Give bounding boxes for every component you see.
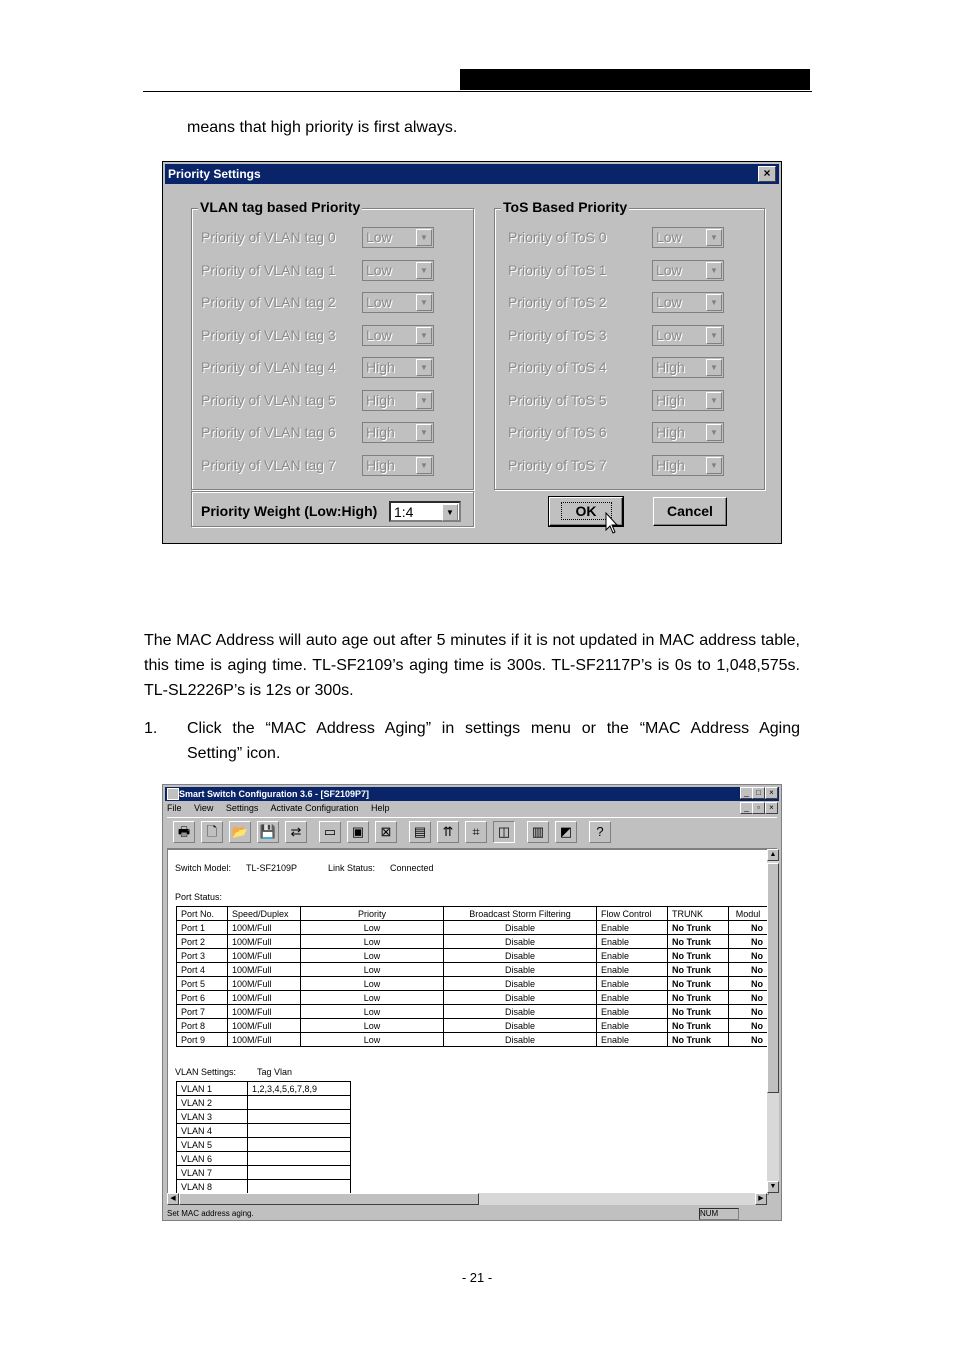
table-cell: No Trunk bbox=[668, 1033, 729, 1047]
table-cell: Enable bbox=[597, 1005, 668, 1019]
tos-priority-select-5[interactable] bbox=[652, 390, 724, 411]
table-cell: 100M/Full bbox=[228, 1005, 301, 1019]
vlan-group-title: VLAN tag based Priority bbox=[200, 199, 361, 215]
vlan-tag-priority-value-2: Low bbox=[366, 294, 392, 310]
table-row[interactable] bbox=[177, 935, 768, 949]
doc-minimize-icon[interactable]: _ bbox=[740, 802, 753, 814]
connect-icon[interactable]: 🖶 bbox=[173, 821, 195, 843]
hscroll-thumb[interactable] bbox=[179, 1193, 479, 1205]
tos-priority-label-5: Priority of ToS 5 bbox=[508, 391, 607, 408]
port-status-table bbox=[176, 906, 768, 1047]
scroll-up-icon[interactable]: ▲ bbox=[767, 849, 779, 861]
table-row[interactable] bbox=[177, 1180, 351, 1194]
new-file-icon[interactable]: 🗋 bbox=[201, 821, 223, 843]
priority-weight-select[interactable] bbox=[389, 501, 461, 522]
table-cell: Low bbox=[301, 991, 444, 1005]
table-row[interactable] bbox=[177, 1110, 351, 1124]
tos-priority-select-1[interactable] bbox=[652, 260, 724, 281]
table-cell: No bbox=[729, 949, 768, 963]
table-cell: Low bbox=[301, 935, 444, 949]
table-cell: Disable bbox=[444, 1019, 597, 1033]
table-row[interactable] bbox=[177, 1166, 351, 1180]
table-row[interactable] bbox=[177, 921, 768, 935]
table-cell: Low bbox=[301, 963, 444, 977]
tos-priority-select-3[interactable] bbox=[652, 325, 724, 346]
vlan-tag-priority-value-3: Low bbox=[366, 326, 392, 343]
vlan-tag-priority-value-0: Low bbox=[366, 229, 392, 245]
table-cell: Disable bbox=[444, 977, 597, 991]
window-title-text: Smart Switch Configuration 3.6 - [SF2109P7] bbox=[179, 789, 370, 799]
menu-settings[interactable]: Settings bbox=[225, 803, 259, 813]
doc-restore-icon[interactable]: ▫ bbox=[752, 802, 765, 814]
tos-priority-select-0[interactable] bbox=[652, 227, 724, 248]
port-table-header bbox=[177, 907, 768, 921]
tos-priority-value-4: High bbox=[656, 359, 685, 375]
chevron-down-icon[interactable]: ▼ bbox=[416, 294, 432, 311]
vlan-tag-priority-label-4: Priority of VLAN tag 4 bbox=[201, 359, 336, 375]
vlan-settings-label: VLAN Settings: bbox=[175, 1067, 237, 1077]
tos-priority-label-3: Priority of ToS 3 bbox=[508, 326, 607, 343]
vlan-tag-priority-value-7: High bbox=[366, 456, 395, 473]
table-cell: 100M/Full bbox=[228, 1019, 301, 1033]
table-cell: No Trunk bbox=[668, 1005, 729, 1019]
vlan-setting-icon[interactable]: ⊠ bbox=[375, 821, 397, 843]
table-cell bbox=[248, 1138, 351, 1152]
port-setting-icon[interactable]: ▭ bbox=[319, 821, 341, 843]
table-cell: 100M/Full bbox=[228, 921, 301, 935]
vlan-table bbox=[176, 1081, 351, 1194]
port-header-cell: Modul bbox=[729, 907, 768, 921]
priority-settings-dialog bbox=[162, 161, 782, 544]
chevron-down-icon[interactable]: ▼ bbox=[416, 457, 432, 474]
step-line2: Setting” icon. bbox=[187, 745, 281, 762]
switch-model-label: Switch Model: bbox=[175, 863, 232, 873]
table-cell bbox=[248, 1180, 351, 1194]
window-title-bar bbox=[165, 787, 779, 801]
header-rule bbox=[143, 91, 812, 92]
table-cell: No bbox=[729, 935, 768, 949]
close-icon[interactable]: × bbox=[758, 166, 776, 182]
vlan-tag-priority-label-1: Priority of VLAN tag 1 bbox=[201, 261, 336, 278]
vlan-tag-priority-label-6: Priority of VLAN tag 6 bbox=[201, 424, 336, 440]
chevron-down-icon[interactable]: ▼ bbox=[706, 392, 722, 409]
mac-aging-paragraph-line1 bbox=[144, 628, 800, 703]
mac-aging-paragraph: The MAC Address will auto age out after 5 minutes if it is not updated in MAC address table, this time is aging time. TL-SF2109’s aging time is 300s. TL-SF2117P’s is 0s to 1,048,575s. TL-SL2226P’s is 12s or 300s. bbox=[144, 632, 800, 699]
vlan-tag-priority-label-0: Priority of VLAN tag 0 bbox=[201, 229, 336, 245]
table-cell: Port 4 bbox=[177, 963, 228, 977]
tos-priority-value-5: High bbox=[656, 391, 685, 408]
help-icon[interactable]: ? bbox=[589, 821, 611, 843]
scroll-thumb[interactable] bbox=[767, 863, 779, 1093]
tos-group-title: ToS Based Priority bbox=[503, 199, 628, 215]
tos-priority-label-6: Priority of ToS 6 bbox=[508, 424, 607, 440]
table-cell: 1,2,3,4,5,6,7,8,9 bbox=[248, 1082, 351, 1096]
table-cell: Enable bbox=[597, 949, 668, 963]
table-cell: 100M/Full bbox=[228, 963, 301, 977]
tos-priority-label-0: Priority of ToS 0 bbox=[508, 229, 607, 245]
tos-priority-select-6[interactable] bbox=[652, 422, 724, 443]
intro-text: means that high priority is first always. bbox=[187, 119, 458, 136]
table-cell: VLAN 5 bbox=[177, 1138, 248, 1152]
table-cell: Enable bbox=[597, 991, 668, 1005]
chevron-down-icon[interactable]: ▼ bbox=[706, 359, 722, 376]
cancel-button[interactable] bbox=[653, 497, 727, 526]
step-number: 1. bbox=[144, 720, 158, 737]
switch-model-value: TL-SF2109P bbox=[246, 863, 298, 873]
tos-priority-group bbox=[494, 199, 765, 490]
num-indicator: NUM bbox=[699, 1208, 739, 1220]
mirror-icon[interactable]: ⌗ bbox=[465, 821, 487, 843]
scroll-left-icon[interactable]: ◀ bbox=[167, 1193, 179, 1205]
vlan-tag-priority-select-3[interactable] bbox=[362, 325, 434, 346]
storm-filter-icon[interactable]: ▥ bbox=[527, 821, 549, 843]
table-cell: 100M/Full bbox=[228, 1033, 301, 1047]
mouse-cursor-icon bbox=[605, 512, 619, 536]
priority-weight-value: 1:4 bbox=[394, 504, 414, 520]
vlan-tag-priority-select-2[interactable] bbox=[362, 292, 434, 313]
step-line1: Click the “MAC Address Aging” in settings menu or the “MAC Address Aging bbox=[187, 720, 800, 737]
port-status-label: Port Status: bbox=[175, 892, 223, 902]
table-cell: No bbox=[729, 921, 768, 935]
table-cell: Enable bbox=[597, 921, 668, 935]
chevron-down-icon[interactable]: ▼ bbox=[416, 424, 432, 441]
doc-close-icon[interactable]: × bbox=[765, 802, 778, 814]
table-cell: Enable bbox=[597, 963, 668, 977]
status-text: Set MAC address aging. bbox=[167, 1209, 254, 1218]
table-cell: Low bbox=[301, 949, 444, 963]
table-row[interactable] bbox=[177, 1096, 351, 1110]
export-icon[interactable]: ⇄ bbox=[285, 821, 307, 843]
vlan-tag-priority-label-7: Priority of VLAN tag 7 bbox=[201, 456, 336, 473]
scroll-right-icon[interactable]: ▶ bbox=[755, 1193, 767, 1205]
vlan-tag-priority-value-1: Low bbox=[366, 261, 392, 278]
table-cell: Port 6 bbox=[177, 991, 228, 1005]
table-cell: Low bbox=[301, 977, 444, 991]
table-cell: Disable bbox=[444, 949, 597, 963]
table-cell: Disable bbox=[444, 921, 597, 935]
table-row[interactable] bbox=[177, 1019, 768, 1033]
vlan-tag-priority-label-5: Priority of VLAN tag 5 bbox=[201, 391, 336, 408]
table-cell: No Trunk bbox=[668, 991, 729, 1005]
close-icon[interactable]: × bbox=[765, 787, 778, 799]
table-row[interactable] bbox=[177, 1138, 351, 1152]
vlan-tag-priority-select-1[interactable] bbox=[362, 260, 434, 281]
statistics-icon[interactable]: ▤ bbox=[409, 821, 431, 843]
table-cell: No Trunk bbox=[668, 935, 729, 949]
table-cell: No Trunk bbox=[668, 977, 729, 991]
chevron-down-icon[interactable]: ▼ bbox=[706, 294, 722, 311]
chevron-down-icon[interactable]: ▼ bbox=[416, 359, 432, 376]
table-cell bbox=[248, 1096, 351, 1110]
tos-priority-value-0: Low bbox=[656, 229, 682, 245]
table-cell: No Trunk bbox=[668, 963, 729, 977]
tos-priority-value-1: Low bbox=[656, 261, 682, 278]
app-icon bbox=[167, 788, 179, 800]
table-cell: 100M/Full bbox=[228, 977, 301, 991]
table-cell: VLAN 7 bbox=[177, 1166, 248, 1180]
main-view bbox=[167, 849, 769, 1195]
table-cell: Low bbox=[301, 921, 444, 935]
table-cell: Port 3 bbox=[177, 949, 228, 963]
chevron-down-icon[interactable]: ▼ bbox=[416, 392, 432, 409]
mac-aging-setting-icon[interactable]: ◫ bbox=[493, 821, 515, 843]
priority-icon[interactable]: ⇈ bbox=[437, 821, 459, 843]
table-cell: Disable bbox=[444, 1033, 597, 1047]
table-cell bbox=[248, 1110, 351, 1124]
priority-weight-group bbox=[191, 491, 474, 527]
menu-bar bbox=[167, 802, 400, 815]
chevron-down-icon[interactable]: ▼ bbox=[706, 262, 722, 279]
port-header-cell: Broadcast Storm Filtering bbox=[444, 907, 597, 921]
table-cell: Low bbox=[301, 1033, 444, 1047]
table-cell: No bbox=[729, 1033, 768, 1047]
status-bar bbox=[165, 1207, 779, 1220]
cancel-button-label: Cancel bbox=[667, 503, 713, 519]
minimize-icon[interactable]: _ bbox=[740, 787, 753, 799]
tos-priority-value-6: High bbox=[656, 424, 685, 440]
table-cell: No Trunk bbox=[668, 921, 729, 935]
table-row[interactable] bbox=[177, 1152, 351, 1166]
ok-button-label: OK bbox=[561, 502, 612, 520]
vlan-mode-value: Tag Vlan bbox=[257, 1067, 293, 1077]
priority-weight-label: Priority Weight (Low:High) bbox=[201, 503, 378, 519]
table-cell: Enable bbox=[597, 1033, 668, 1047]
menu-activate-configuration[interactable]: Activate Configuration bbox=[270, 803, 359, 813]
link-status-value: Connected bbox=[390, 863, 434, 873]
table-cell: Port 7 bbox=[177, 1005, 228, 1019]
table-cell: VLAN 8 bbox=[177, 1180, 248, 1194]
horizontal-scrollbar[interactable] bbox=[167, 1193, 767, 1205]
table-cell: Disable bbox=[444, 1005, 597, 1019]
tos-priority-select-7[interactable] bbox=[652, 455, 724, 476]
table-cell: VLAN 3 bbox=[177, 1110, 248, 1124]
tos-priority-label-2: Priority of ToS 2 bbox=[508, 294, 607, 310]
menu-help[interactable]: Help bbox=[371, 803, 390, 813]
chevron-down-icon[interactable]: ▼ bbox=[706, 229, 722, 246]
chevron-down-icon[interactable]: ▼ bbox=[706, 457, 722, 474]
tos-priority-select-2[interactable] bbox=[652, 292, 724, 313]
table-row[interactable] bbox=[177, 1033, 768, 1047]
tos-priority-value-2: Low bbox=[656, 294, 682, 310]
vlan-tag-priority-value-6: High bbox=[366, 424, 395, 440]
vertical-scrollbar[interactable] bbox=[767, 849, 779, 1193]
trunk-setting-icon[interactable]: ▣ bbox=[347, 821, 369, 843]
tos-priority-label-1: Priority of ToS 1 bbox=[508, 261, 607, 278]
tos-priority-select-4[interactable] bbox=[652, 357, 724, 378]
chevron-down-icon[interactable]: ▼ bbox=[416, 262, 432, 279]
vlan-tag-priority-select-5[interactable] bbox=[362, 390, 434, 411]
table-cell: VLAN 1 bbox=[177, 1082, 248, 1096]
table-cell: No bbox=[729, 1019, 768, 1033]
table-row[interactable] bbox=[177, 991, 768, 1005]
vlan-tag-priority-select-6[interactable] bbox=[362, 422, 434, 443]
dialog-title-text: Priority Settings bbox=[168, 167, 261, 181]
table-cell: Enable bbox=[597, 935, 668, 949]
table-row[interactable] bbox=[177, 977, 768, 991]
table-cell: VLAN 2 bbox=[177, 1096, 248, 1110]
table-cell bbox=[248, 1124, 351, 1138]
table-row[interactable] bbox=[177, 1082, 351, 1096]
port-header-cell: Speed/Duplex bbox=[228, 907, 301, 921]
password-icon[interactable]: ◩ bbox=[555, 821, 577, 843]
open-folder-icon[interactable]: 📂 bbox=[229, 821, 251, 843]
vlan-priority-group bbox=[191, 199, 474, 490]
header-bar bbox=[460, 69, 810, 90]
tos-priority-label-7: Priority of ToS 7 bbox=[508, 456, 607, 473]
table-cell: No Trunk bbox=[668, 949, 729, 963]
table-cell: Port 8 bbox=[177, 1019, 228, 1033]
chevron-down-icon[interactable]: ▼ bbox=[416, 229, 432, 246]
table-cell: Low bbox=[301, 1005, 444, 1019]
table-cell: Disable bbox=[444, 963, 597, 977]
table-row[interactable] bbox=[177, 949, 768, 963]
table-cell: No bbox=[729, 1005, 768, 1019]
smart-switch-window bbox=[162, 784, 782, 1221]
table-cell: VLAN 6 bbox=[177, 1152, 248, 1166]
table-cell: No Trunk bbox=[668, 1019, 729, 1033]
table-row[interactable] bbox=[177, 1005, 768, 1019]
port-header-cell: TRUNK bbox=[668, 907, 729, 921]
table-cell: VLAN 4 bbox=[177, 1124, 248, 1138]
port-header-cell: Flow Control bbox=[597, 907, 668, 921]
table-cell: Port 2 bbox=[177, 935, 228, 949]
chevron-down-icon[interactable]: ▼ bbox=[706, 327, 722, 344]
vlan-tag-priority-value-5: High bbox=[366, 391, 395, 408]
table-row[interactable] bbox=[177, 1124, 351, 1138]
table-cell bbox=[248, 1166, 351, 1180]
chevron-down-icon[interactable]: ▼ bbox=[442, 504, 458, 521]
tos-priority-value-3: Low bbox=[656, 326, 682, 343]
menu-view[interactable]: View bbox=[194, 803, 214, 813]
tos-priority-value-7: High bbox=[656, 456, 685, 473]
vlan-tag-priority-select-7[interactable] bbox=[362, 455, 434, 476]
table-cell: Enable bbox=[597, 1019, 668, 1033]
table-cell: Low bbox=[301, 1019, 444, 1033]
table-cell: 100M/Full bbox=[228, 991, 301, 1005]
table-cell: Port 5 bbox=[177, 977, 228, 991]
table-cell: No bbox=[729, 991, 768, 1005]
port-header-cell: Port No. bbox=[177, 907, 228, 921]
table-cell: Disable bbox=[444, 935, 597, 949]
toolbar bbox=[167, 817, 777, 849]
table-cell bbox=[248, 1152, 351, 1166]
vlan-tag-priority-select-4[interactable] bbox=[362, 357, 434, 378]
vlan-tag-priority-value-4: High bbox=[366, 359, 395, 375]
table-cell: Port 1 bbox=[177, 921, 228, 935]
table-cell: 100M/Full bbox=[228, 949, 301, 963]
vlan-tag-priority-label-2: Priority of VLAN tag 2 bbox=[201, 294, 336, 310]
save-icon[interactable]: 💾 bbox=[257, 821, 279, 843]
link-status-label: Link Status: bbox=[328, 863, 376, 873]
chevron-down-icon[interactable]: ▼ bbox=[416, 327, 432, 344]
vlan-tag-priority-label-3: Priority of VLAN tag 3 bbox=[201, 326, 336, 343]
maximize-icon[interactable]: □ bbox=[752, 787, 765, 799]
table-cell: Enable bbox=[597, 977, 668, 991]
table-cell: 100M/Full bbox=[228, 935, 301, 949]
menu-file[interactable]: File bbox=[167, 803, 182, 813]
table-cell: No bbox=[729, 963, 768, 977]
chevron-down-icon[interactable]: ▼ bbox=[706, 424, 722, 441]
vlan-tag-priority-select-0[interactable] bbox=[362, 227, 434, 248]
dialog-title bbox=[165, 164, 779, 184]
scroll-down-icon[interactable]: ▼ bbox=[767, 1181, 779, 1193]
port-header-cell: Priority bbox=[301, 907, 444, 921]
tos-priority-label-4: Priority of ToS 4 bbox=[508, 359, 607, 375]
table-cell: Port 9 bbox=[177, 1033, 228, 1047]
table-row[interactable] bbox=[177, 963, 768, 977]
table-cell: Disable bbox=[444, 991, 597, 1005]
table-cell: No bbox=[729, 977, 768, 991]
page-number: - 21 - bbox=[461, 1270, 493, 1285]
